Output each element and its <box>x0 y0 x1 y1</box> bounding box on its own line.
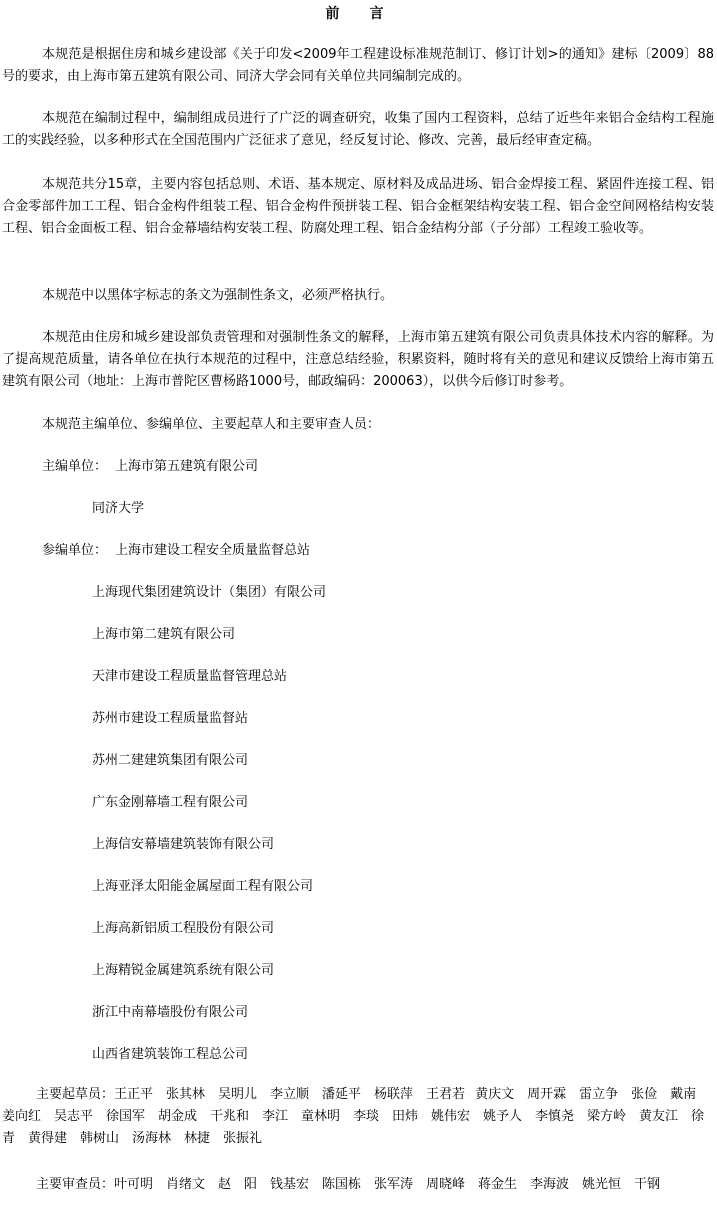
chief-unit: 上海市第五建筑有限公司 <box>115 459 259 474</box>
participating-unit: 上海市建设工程安全质量监督总站 <box>115 543 311 558</box>
drafters-list: 主要起草员：王正平 张其林 吴明儿 李立顺 潘延平 杨联萍 王君若 黄庆文 周开霖 雷立争 张俭 戴南 姜向红 吴志平 徐国军 胡金成 干兆和 李江 童林明 李琰 田炜 姚伟宏 姚予人 李慎尧 梁方岭 黄友江 徐青 黄得建 韩树山 汤海林 林捷 张振礼 <box>2 1087 710 1146</box>
participating-unit: 广东金刚幕墙工程有限公司 <box>92 795 249 810</box>
participating-unit: 天津市建设工程质量监督管理总站 <box>92 669 288 684</box>
participating-unit: 浙江中南幕墙股份有限公司 <box>92 1005 249 1020</box>
participating-unit: 上海市第二建筑有限公司 <box>92 627 236 642</box>
paragraph-mandatory: 本规范中以黑体字标志的条文为强制性条文，必须严格执行。 <box>42 288 394 303</box>
paragraph-contents: 本规范共分15章，主要内容包括总则、术语、基本规定、原材料及成品进场、铝合金焊接工程、紧固件连接工程、铝合金零部件加工工程、铝合金构件组装工程、铝合金构件预拼装工程、铝合金框架结构安装工程、铝合金空间网格结构安装工程、铝合金面板工程、铝合金幕墙结构安装工程、防腐处理工程、铝合金结构分部（子分部）工程竣工验收等。 <box>2 177 714 236</box>
participating-label: 参编单位： <box>42 543 108 558</box>
chief-units-label <box>42 457 258 477</box>
participating-unit: 山西省建筑装饰工程总公司 <box>92 1047 249 1062</box>
chief-unit: 同济大学 <box>92 501 145 516</box>
paragraph-process: 本规范在编制过程中，编制组成员进行了广泛的调查研究，收集了国内工程资料，总结了近些年来铝合金结构工程施工的实践经验，以多种形式在全国范围内广泛征求了意见，经反复讨论、修改、完善，最后经审查定稿。 <box>2 111 714 148</box>
participating-unit: 苏州市建设工程质量监督站 <box>92 711 249 726</box>
page-title: 前 言 <box>325 6 392 22</box>
units-intro: 本规范主编单位、参编单位、主要起草人和主要审查人员： <box>42 417 381 432</box>
participating-units-label <box>42 541 310 561</box>
participating-unit: 上海信安幕墙建筑装饰有限公司 <box>92 837 275 852</box>
reviewers-list: 主要审查员：叶可明 肖绪文 赵 阳 钱基宏 陈国栋 张军涛 周晓峰 蒋金生 李海波 姚光恒 干钢 <box>36 1177 661 1192</box>
paragraph-basis: 本规范是根据住房和城乡建设部《关于印发<2009年工程建设标准规范制订、修订计划>的通知》建标〔2009〕88号的要求，由上海市第五建筑有限公司、同济大学会同有关单位共同编制完成的。 <box>2 47 714 84</box>
paragraph-management: 本规范由住房和城乡建设部负责管理和对强制性条文的解释，上海市第五建筑有限公司负责具体技术内容的解释。为了提高规范质量，请各单位在执行本规范的过程中，注意总结经验，积累资料，随时将有关的意见和建议反馈给上海市第五建筑有限公司（地址：上海市普陀区曹杨路1000号，邮政编码：200063），以供今后修订时参考。 <box>2 330 714 389</box>
participating-unit: 上海亚泽太阳能金属屋面工程有限公司 <box>92 879 314 894</box>
participating-unit: 上海高新铝质工程股份有限公司 <box>92 921 275 936</box>
participating-unit: 苏州二建建筑集团有限公司 <box>92 753 249 768</box>
participating-unit: 上海精锐金属建筑系统有限公司 <box>92 963 275 978</box>
chief-label: 主编单位： <box>42 459 108 474</box>
participating-unit: 上海现代集团建筑设计（集团）有限公司 <box>92 585 327 600</box>
